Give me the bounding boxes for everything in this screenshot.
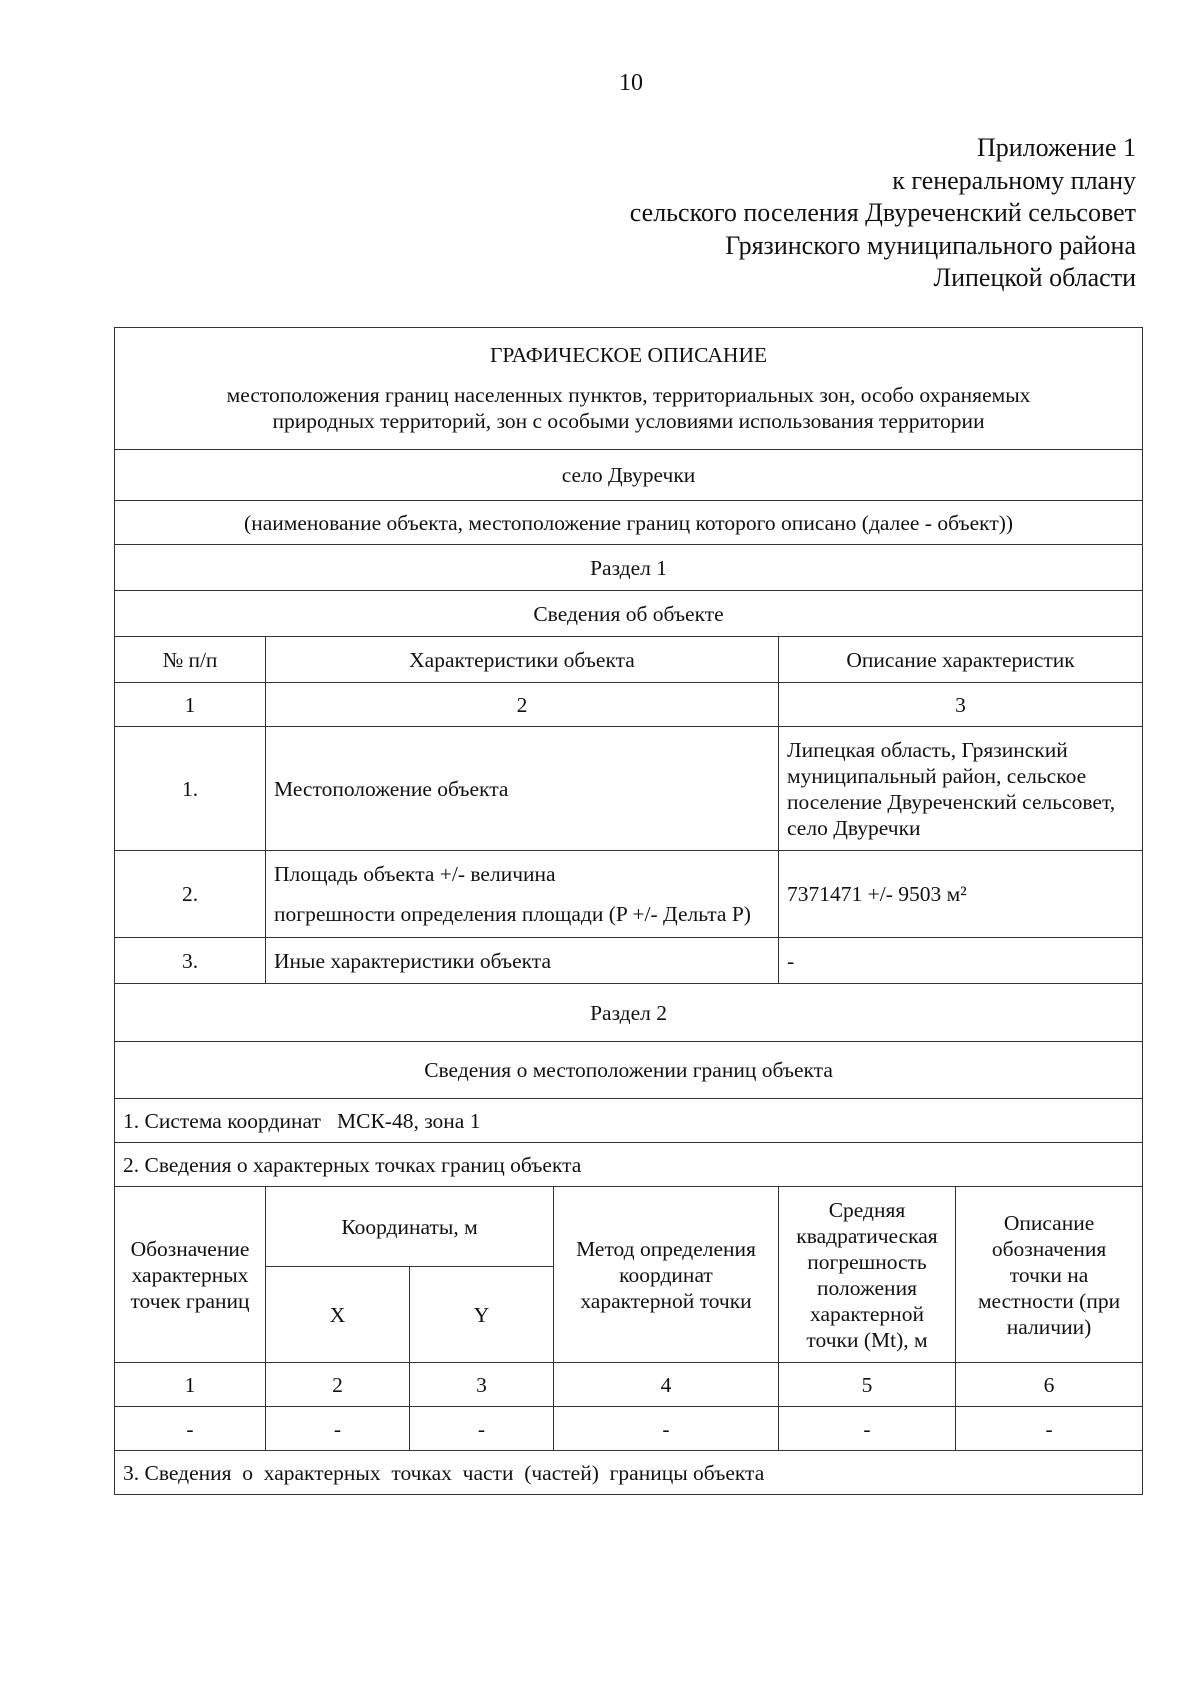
column-header-x: X <box>266 1267 410 1363</box>
characteristic-line: Площадь объекта +/- величина <box>274 862 556 886</box>
column-number: 3 <box>410 1363 554 1407</box>
points-title: 2. Сведения о характерных точках границ объекта <box>115 1143 1143 1187</box>
column-number: 4 <box>554 1363 779 1407</box>
annex-block <box>630 132 1136 295</box>
column-number: 1 <box>115 1363 266 1407</box>
description-cell: - <box>779 938 1143 984</box>
table-cell: - <box>956 1407 1143 1451</box>
column-header: Описание характеристик <box>779 637 1143 683</box>
characteristic-cell: Местоположение объекта <box>266 727 779 851</box>
column-number: 5 <box>779 1363 956 1407</box>
column-header-coordinates: Координаты, м <box>266 1187 554 1267</box>
row-number: 2. <box>115 851 266 938</box>
coordinate-system: 1. Система координат МСК-48, зона 1 <box>115 1099 1143 1143</box>
column-header: № п/п <box>115 637 266 683</box>
column-header-error: Средняя квадратическая погрешность положения характерной точки (Mt), м <box>779 1187 956 1363</box>
row-number: 1. <box>115 727 266 851</box>
table-cell: - <box>554 1407 779 1451</box>
section2-title: Сведения о местоположении границ объекта <box>115 1042 1143 1099</box>
column-number: 6 <box>956 1363 1143 1407</box>
characteristic-line: погрешности определения площади (P +/- Дельта P) <box>274 902 751 926</box>
page-number: 10 <box>619 70 643 96</box>
table-cell: - <box>779 1407 956 1451</box>
column-header: Характеристики объекта <box>266 637 779 683</box>
annex-line: Липецкой области <box>933 263 1136 292</box>
annex-line: Приложение 1 <box>976 133 1136 162</box>
annex-line: сельского поселения Двуреченский сельсовет <box>629 198 1136 227</box>
section1-title: Сведения об объекте <box>115 591 1143 637</box>
section2-label: Раздел 2 <box>115 984 1143 1042</box>
annex-line: к генеральному плану <box>892 165 1136 195</box>
column-number: 2 <box>266 1363 410 1407</box>
document-header <box>115 328 1143 450</box>
description-cell: 7371471 +/- 9503 м² <box>779 851 1143 938</box>
section1-label: Раздел 1 <box>115 545 1143 591</box>
document-title: ГРАФИЧЕСКОЕ ОПИСАНИЕ <box>489 342 768 367</box>
annex-line: Грязинского муниципального района <box>725 230 1136 260</box>
characteristic-cell: Иные характеристики объекта <box>266 938 779 984</box>
document-subtitle: природных территорий, зон с особыми условиями использования территории <box>272 408 985 433</box>
graphic-description-table <box>114 327 1143 1495</box>
table-cell: - <box>410 1407 554 1451</box>
characteristic-cell <box>266 851 779 938</box>
column-number: 3 <box>779 683 1143 727</box>
object-caption: (наименование объекта, местоположение границ которого описано (далее - объект)) <box>115 501 1143 545</box>
column-header-method: Метод определения координат характерной точки <box>554 1187 779 1363</box>
column-number: 2 <box>266 683 779 727</box>
description-cell: Липецкая область, Грязинский муниципальный район, сельское поселение Двуреченский сельсовет, село Двуречки <box>779 727 1143 851</box>
parts-title: 3. Сведения о характерных точках части (частей) границы объекта <box>115 1451 1143 1495</box>
object-name: село Двуречки <box>115 450 1143 501</box>
column-header-description: Описание обозначения точки на местности (при наличии) <box>956 1187 1143 1363</box>
column-header-y: Y <box>410 1267 554 1363</box>
column-number: 1 <box>115 683 266 727</box>
document-subtitle: местоположения границ населенных пунктов, территориальных зон, особо охраняемых <box>226 382 1031 407</box>
row-number: 3. <box>115 938 266 984</box>
table-cell: - <box>115 1407 266 1451</box>
table-cell: - <box>266 1407 410 1451</box>
column-header-designation: Обозначение характерных точек границ <box>115 1187 266 1363</box>
